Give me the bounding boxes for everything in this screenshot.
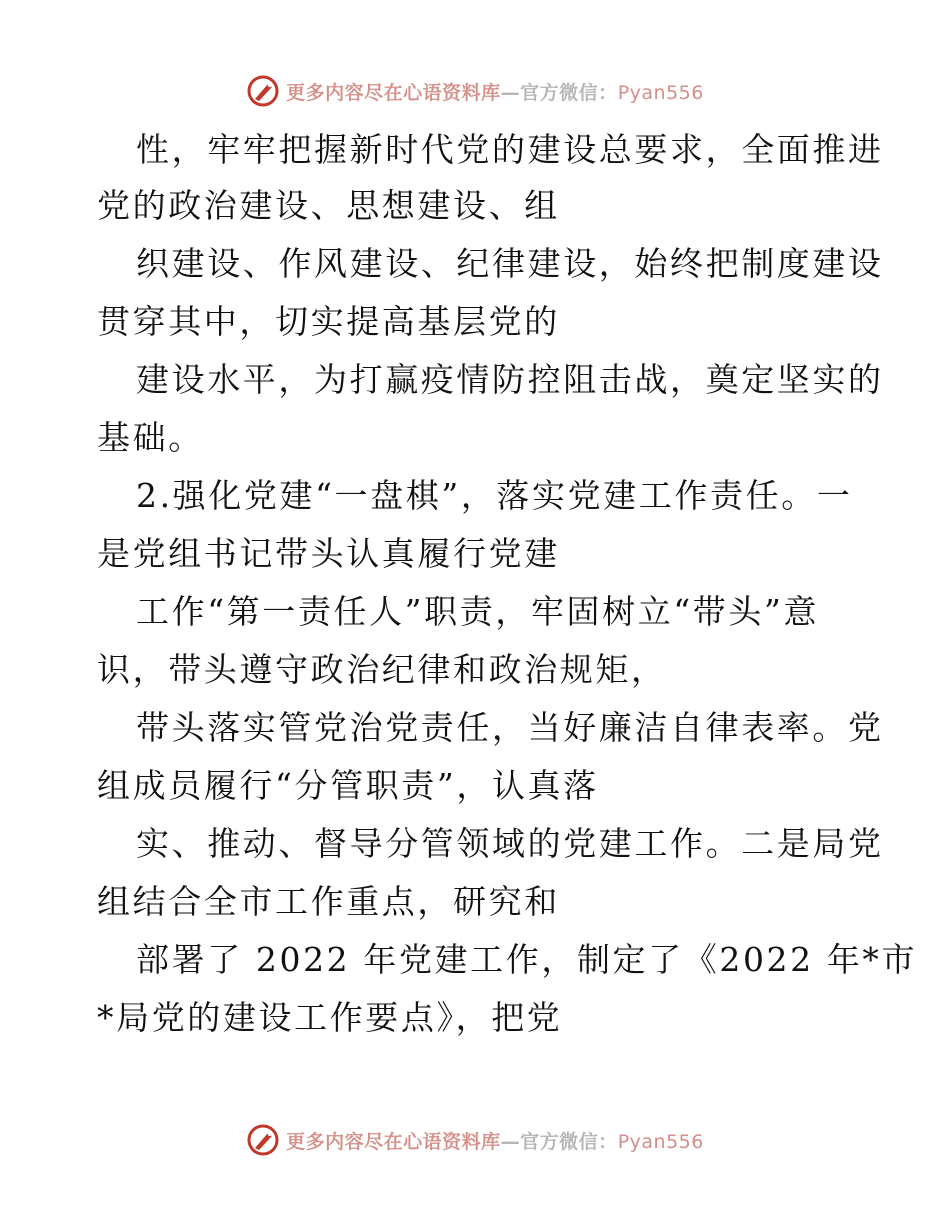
text-line: 贯穿其中，切实提高基层党的 (97, 302, 560, 341)
pen-logo-icon (246, 74, 280, 108)
watermark-text (286, 78, 704, 105)
text-line: 实、推动、督导分管领域的党建工作。二是局党 (136, 824, 884, 863)
watermark-text (286, 1127, 704, 1154)
text-line: 识，带头遵守政治纪律和政治规矩， (97, 650, 667, 689)
text-line: 组成员履行“分管职责”，认真落 (97, 766, 599, 805)
header-watermark (0, 71, 950, 111)
text-line: 工作“第一责任人”职责，牢固树立“带头”意 (136, 592, 820, 631)
pen-logo-icon (246, 1123, 280, 1157)
watermark-id: Pyan556 (617, 1130, 704, 1153)
watermark-main: 更多内容尽在心语资料库 (286, 1130, 501, 1153)
text-line: 党的政治建设、思想建设、组 (97, 186, 560, 225)
text-line: *局党的建设工作要点》，把党 (97, 998, 563, 1037)
text-line: 性，牢牢把握新时代党的建设总要求，全面推进 (136, 130, 884, 169)
text-line: 基础。 (97, 418, 204, 457)
text-line: 是党组书记带头认真履行党建 (97, 534, 560, 573)
watermark-sub: 官方微信： (520, 1130, 618, 1153)
watermark-main: 更多内容尽在心语资料库 (286, 81, 501, 104)
text-line: 带头落实管党治党责任，当好廉洁自律表率。党 (136, 708, 884, 747)
footer-watermark (0, 1120, 950, 1160)
watermark-dash: — (500, 1130, 521, 1153)
text-line: 2.强化党建“一盘棋”，落实党建工作责任。一 (136, 476, 853, 515)
text-line: 组结合全市工作重点，研究和 (97, 882, 560, 921)
text-line: 建设水平，为打赢疫情防控阻击战，奠定坚实的 (136, 360, 884, 399)
text-line: 部署了 2022 年党建工作，制定了《2022 年*市 (136, 940, 918, 979)
watermark-dash: — (500, 81, 521, 104)
watermark-sub: 官方微信： (520, 81, 618, 104)
watermark-id: Pyan556 (617, 81, 704, 104)
text-line: 织建设、作风建设、纪律建设，始终把制度建设 (136, 244, 884, 283)
